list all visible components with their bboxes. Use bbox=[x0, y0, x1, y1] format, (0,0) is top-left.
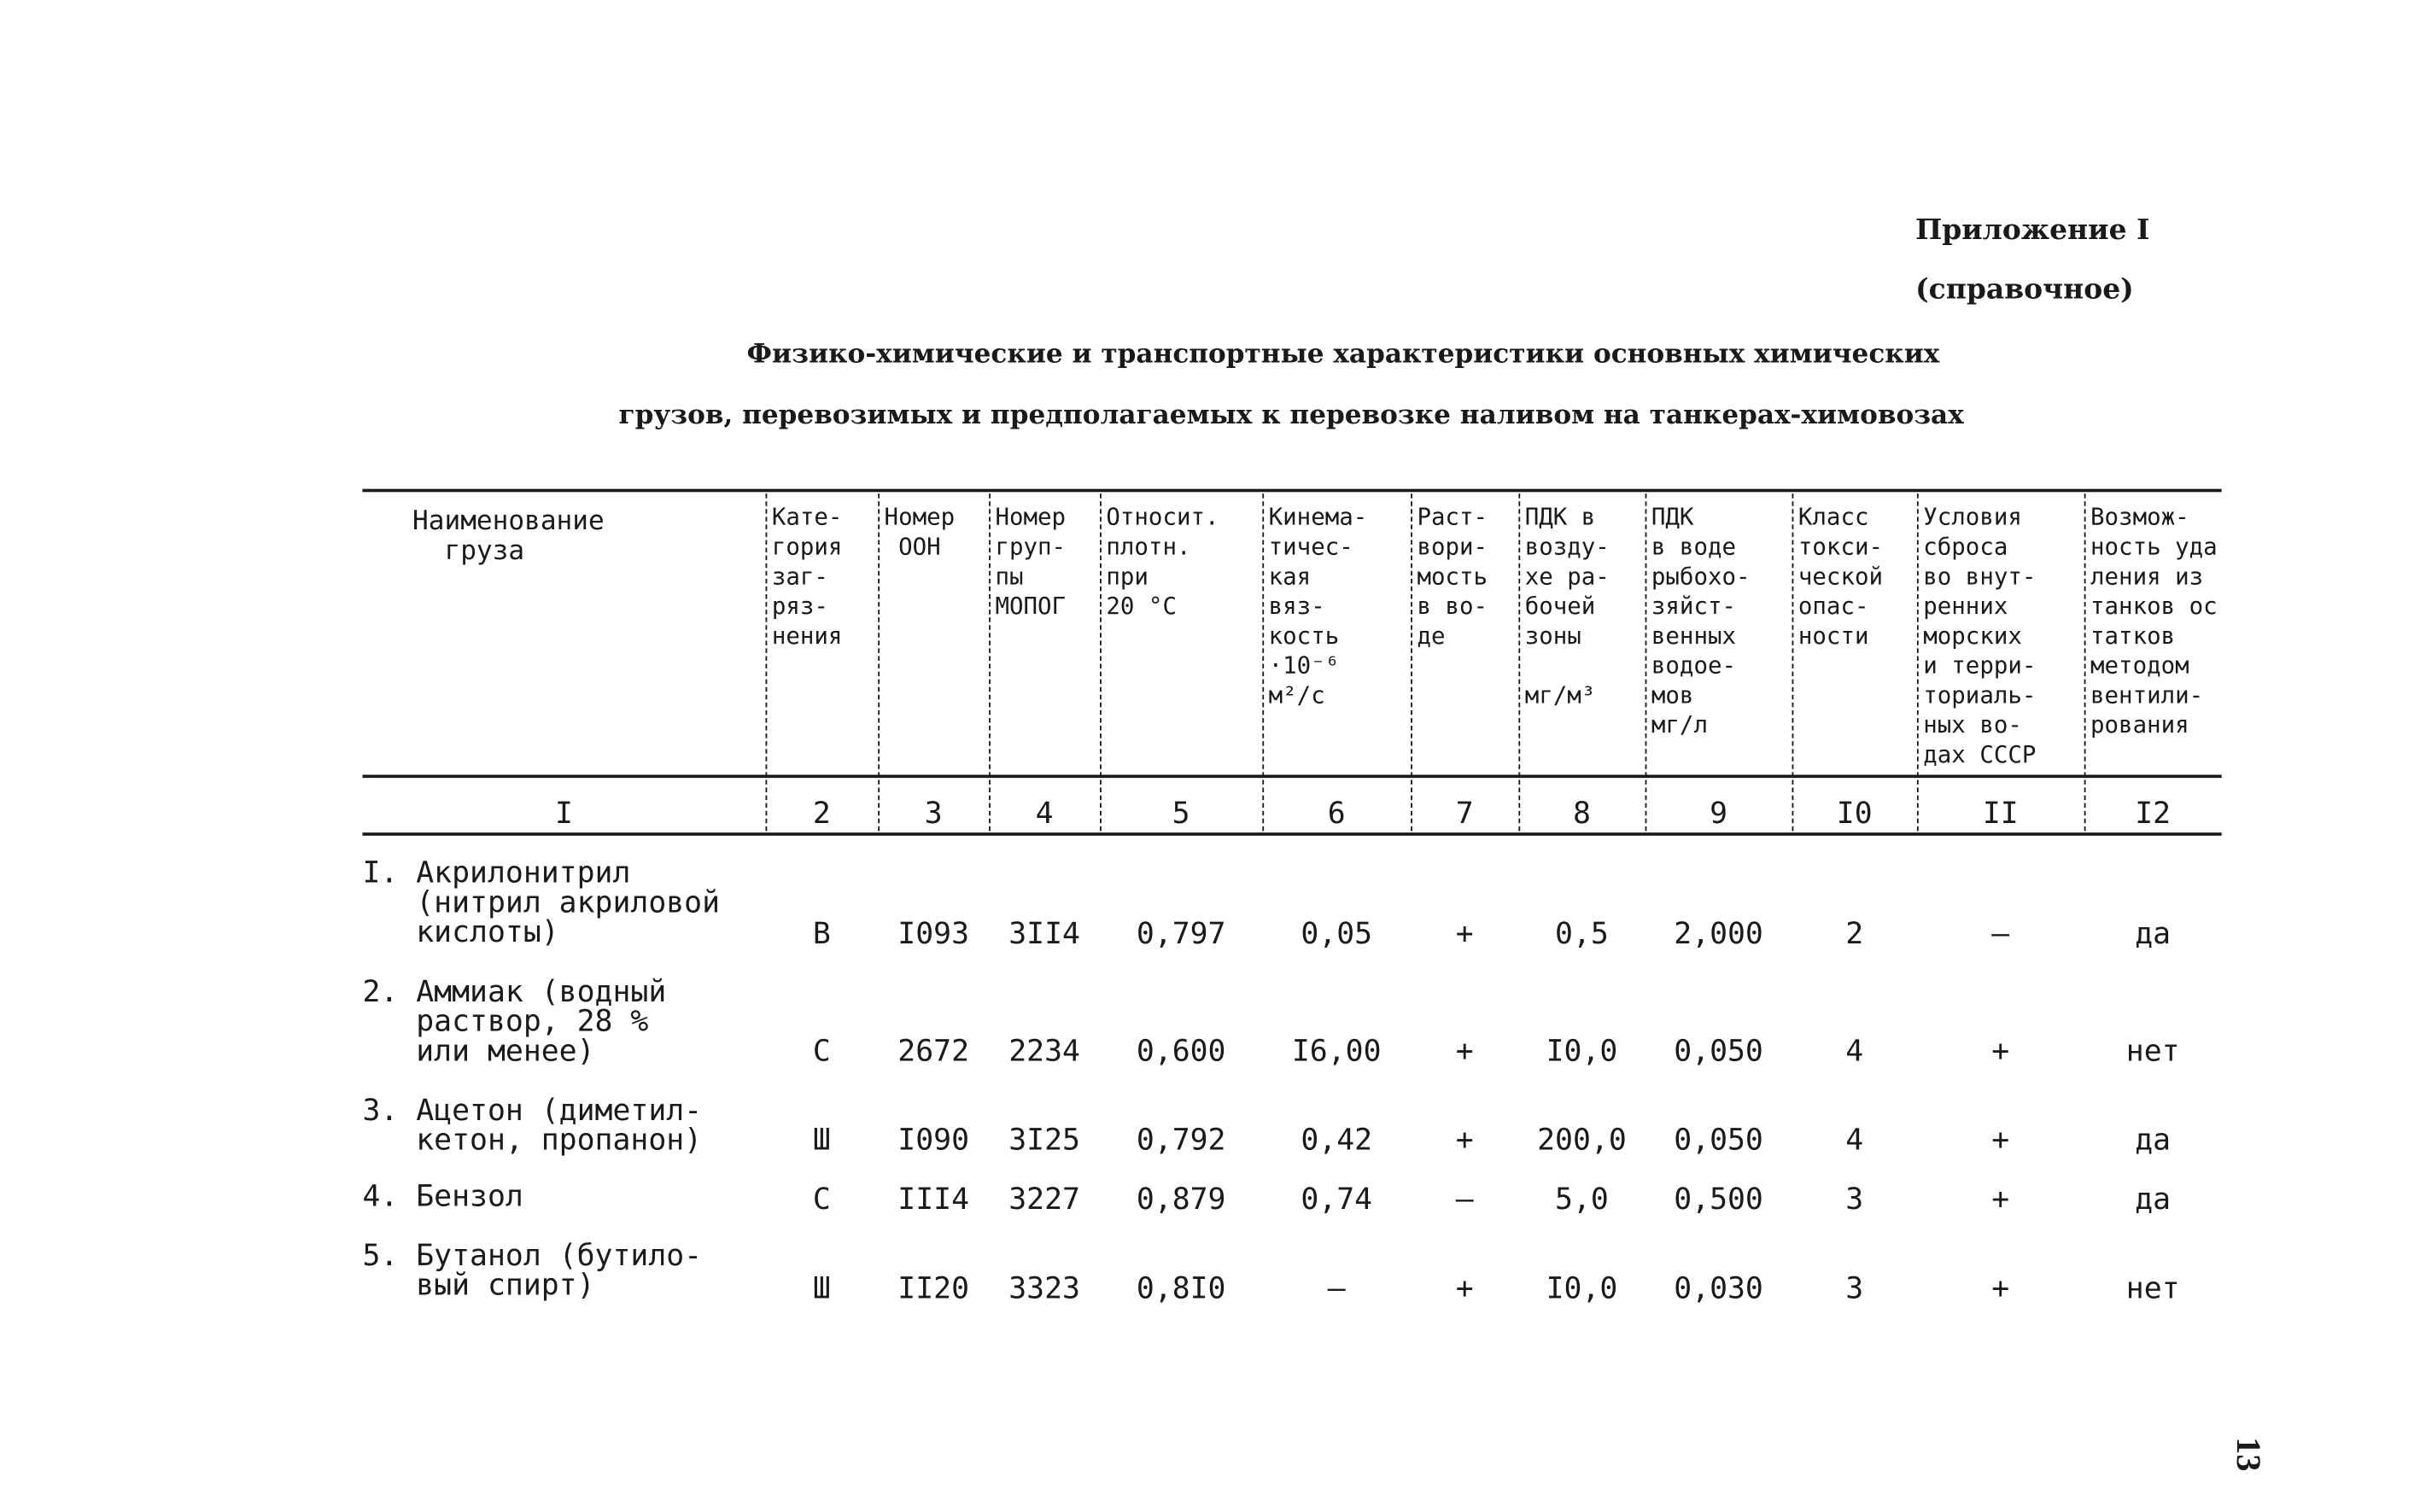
table-cell: 3323 bbox=[1008, 1271, 1080, 1306]
page-number: 13 bbox=[2229, 1437, 2269, 1472]
table-cell: 0,8I0 bbox=[1136, 1271, 1226, 1306]
table-cell: 4 bbox=[1845, 1123, 1864, 1158]
column-number: 9 bbox=[1710, 797, 1728, 832]
column-header: Класс токси- ческой опас- ности bbox=[1797, 503, 1884, 651]
column-number: I bbox=[554, 797, 573, 832]
table-cell: – bbox=[1327, 1271, 1346, 1306]
table-cell: 2672 bbox=[897, 1034, 970, 1069]
column-divider bbox=[878, 493, 880, 831]
column-divider bbox=[1518, 493, 1520, 831]
table-cell: + bbox=[1455, 1034, 1474, 1069]
table-cell: нет bbox=[2125, 1271, 2180, 1306]
table-top-rule bbox=[362, 489, 2221, 493]
table-cell: С bbox=[812, 1034, 831, 1069]
table-cell: 0,05 bbox=[1301, 916, 1373, 952]
table-cell: I093 bbox=[897, 916, 970, 952]
column-header: Условия сброса во внут- ренних морских и терри- ториаль- ных во- дах СССР bbox=[1923, 503, 2037, 769]
table-cell: 0,5 bbox=[1555, 916, 1609, 952]
table-cell: да bbox=[2135, 916, 2172, 952]
cargo-name: 3. Ацетон (диметил- кетон, пропанон) bbox=[362, 1093, 703, 1158]
column-header: Относит. плотн. при 20 °C bbox=[1106, 503, 1219, 621]
table-cell: 0,879 bbox=[1136, 1182, 1226, 1217]
column-number: 3 bbox=[924, 797, 943, 832]
table-cell: – bbox=[1455, 1182, 1474, 1217]
table-cell: 3II4 bbox=[1008, 916, 1080, 952]
column-number: 5 bbox=[1172, 797, 1190, 832]
column-divider bbox=[989, 493, 991, 831]
table-cell: 2 bbox=[1845, 916, 1864, 952]
column-number: 2 bbox=[812, 797, 831, 832]
table-cell: да bbox=[2135, 1182, 2172, 1217]
table-cell: 0,792 bbox=[1136, 1123, 1226, 1158]
table-cell: 200,0 bbox=[1537, 1123, 1627, 1158]
table-title-line-1: Физико-химические и транспортные характеристики основных химических bbox=[746, 339, 1940, 371]
column-number: I0 bbox=[1836, 797, 1873, 832]
table-cell: 0,050 bbox=[1674, 1034, 1763, 1069]
column-header: Кинема- тичес- кая вяз- кость ·10⁻⁶ м²/с bbox=[1268, 503, 1368, 709]
column-divider bbox=[1262, 493, 1264, 831]
table-cell: да bbox=[2135, 1123, 2172, 1158]
table-cell: 0,050 bbox=[1674, 1123, 1763, 1158]
column-header: Номер груп- пы МОПОГ bbox=[995, 503, 1067, 621]
cargo-name: 4. Бензол bbox=[362, 1179, 523, 1214]
column-divider bbox=[2084, 493, 2086, 831]
table-cell: 2234 bbox=[1008, 1034, 1080, 1069]
column-number: 6 bbox=[1327, 797, 1346, 832]
table-cell: Ш bbox=[812, 1123, 831, 1158]
table-cell: 0,42 bbox=[1301, 1123, 1373, 1158]
table-cell: + bbox=[1455, 1123, 1474, 1158]
table-cell: + bbox=[1991, 1123, 2010, 1158]
table-cell: 0,030 bbox=[1674, 1271, 1763, 1306]
cargo-name: 2. Аммиак (водный раствор, 28 % или менее) bbox=[362, 974, 667, 1069]
table-cell: + bbox=[1991, 1271, 2010, 1306]
cargo-name: I. Акрилонитрил (нитрил акриловой кислоты) bbox=[362, 855, 721, 950]
appendix-subtitle: (справочное) bbox=[1915, 273, 2134, 306]
column-number: 4 bbox=[1035, 797, 1054, 832]
column-divider bbox=[1645, 493, 1647, 831]
table-cell: 3227 bbox=[1008, 1182, 1080, 1217]
table-cell: I0,0 bbox=[1546, 1271, 1618, 1306]
table-cell: – bbox=[1991, 916, 2010, 952]
column-header: Раст- вори- мость в во- де bbox=[1417, 503, 1488, 651]
table-cell: 0,500 bbox=[1674, 1182, 1763, 1217]
column-header: ПДК в возду- хе ра- бочей зоны мг/м³ bbox=[1524, 503, 1610, 709]
column-header: Наименование груза bbox=[412, 505, 605, 568]
table-cell: В bbox=[812, 916, 831, 952]
table-cell: 2,000 bbox=[1674, 916, 1763, 952]
column-divider bbox=[1411, 493, 1412, 831]
table-cell: + bbox=[1455, 916, 1474, 952]
table-cell: + bbox=[1991, 1034, 2010, 1069]
column-header: ПДК в воде рыбохо- зяйст- венных водое- мов мг/л bbox=[1651, 503, 1751, 739]
appendix-title: Приложение I bbox=[1915, 213, 2150, 248]
table-cell: 0,600 bbox=[1136, 1034, 1226, 1069]
column-divider bbox=[1100, 493, 1102, 831]
cargo-name: 5. Бутанол (бутило- вый спирт) bbox=[362, 1238, 703, 1303]
column-header: Номер ООН bbox=[884, 503, 956, 561]
column-header: Возмож- ность уда ления из танков ос татков методом вентили- рования bbox=[2090, 503, 2218, 739]
table-cell: 0,74 bbox=[1301, 1182, 1373, 1217]
table-cell: 3 bbox=[1845, 1271, 1864, 1306]
table-cell: С bbox=[812, 1182, 831, 1217]
table-title-line-2: грузов, перевозимых и предполагаемых к перевозке наливом на танкерах-химовозах bbox=[618, 400, 1964, 431]
table-cell: 5,0 bbox=[1555, 1182, 1609, 1217]
table-cell: 4 bbox=[1845, 1034, 1864, 1069]
table-cell: + bbox=[1991, 1182, 2010, 1217]
table-cell: 3I25 bbox=[1008, 1123, 1080, 1158]
column-number: 8 bbox=[1572, 797, 1591, 832]
table-cell: I6,00 bbox=[1291, 1034, 1382, 1069]
table-cell: Ш bbox=[812, 1271, 831, 1306]
column-number: II bbox=[1982, 797, 2019, 832]
table-cell: нет bbox=[2125, 1034, 2180, 1069]
column-numbers-rule bbox=[362, 832, 2221, 836]
column-divider bbox=[1792, 493, 1794, 831]
table-cell: 0,797 bbox=[1136, 916, 1226, 952]
table-cell: I090 bbox=[897, 1123, 970, 1158]
table-cell: + bbox=[1455, 1271, 1474, 1306]
table-cell: II20 bbox=[897, 1271, 970, 1306]
table-cell: III4 bbox=[897, 1182, 970, 1217]
table-cell: I0,0 bbox=[1546, 1034, 1618, 1069]
header-bottom-rule bbox=[362, 774, 2221, 778]
column-number: 7 bbox=[1455, 797, 1474, 832]
column-divider bbox=[1917, 493, 1919, 831]
column-header: Кате- гория заг- ряз- нения bbox=[771, 503, 843, 651]
table-cell: 3 bbox=[1845, 1182, 1864, 1217]
column-number: I2 bbox=[2135, 797, 2172, 832]
column-divider bbox=[766, 493, 768, 831]
